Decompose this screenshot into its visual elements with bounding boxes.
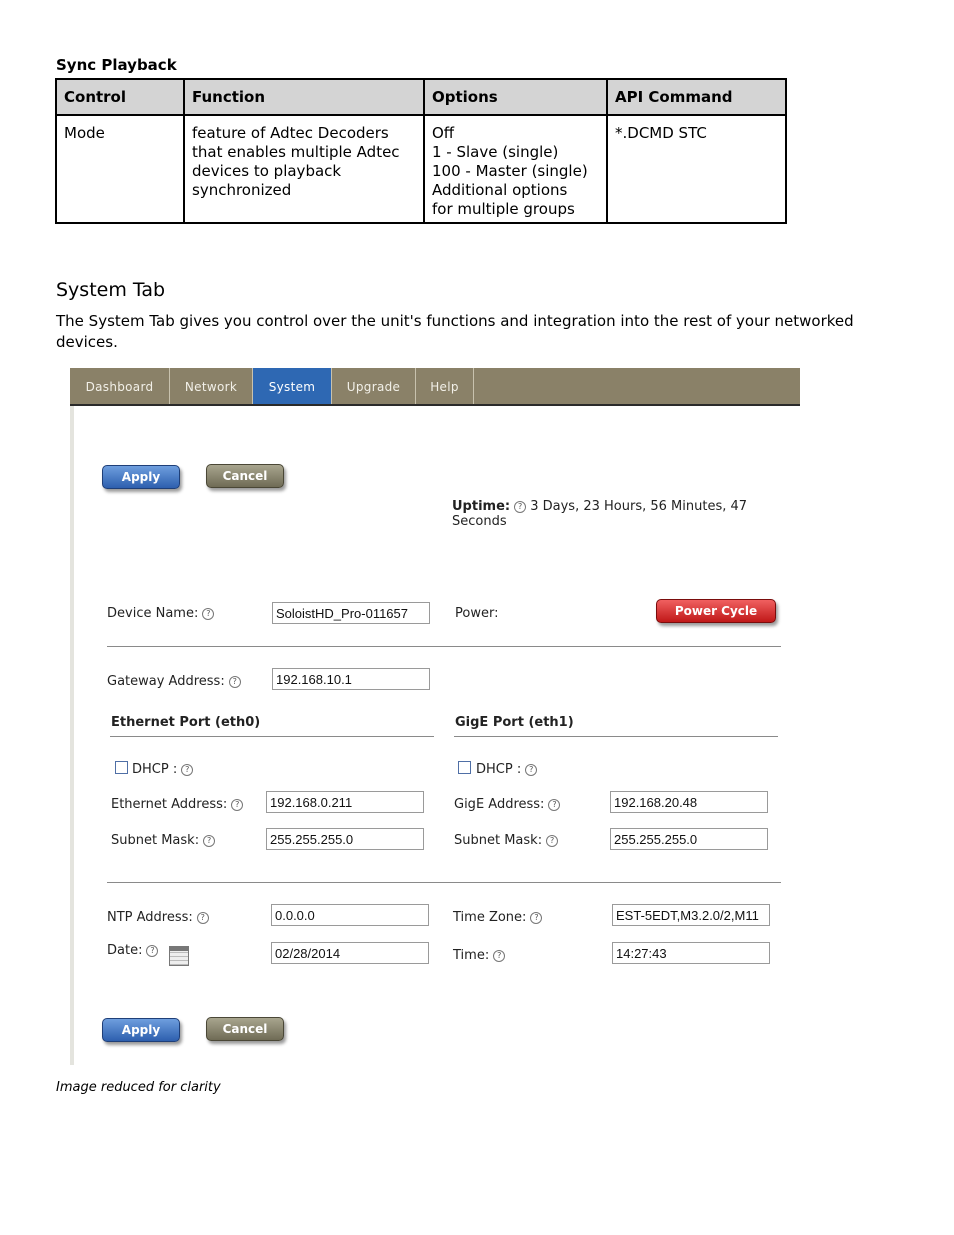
- option-line: for multiple groups: [432, 200, 575, 218]
- help-icon[interactable]: ?: [548, 799, 560, 811]
- uptime-row: [452, 499, 747, 514]
- option-line: 1 - Slave (single): [432, 143, 559, 161]
- timezone-label-row: [453, 910, 542, 925]
- gige-address-label-row: [454, 797, 560, 812]
- apply-button-bottom[interactable]: Apply: [102, 1018, 180, 1042]
- option-line: Additional options: [432, 181, 568, 199]
- tab-system[interactable]: System: [253, 368, 332, 404]
- tab-network[interactable]: Network: [170, 368, 253, 404]
- sync-playback-table: [55, 78, 787, 224]
- eth1-section-title: GigE Port (eth1): [455, 715, 574, 730]
- help-icon[interactable]: ?: [229, 676, 241, 688]
- gige-subnet-label-row: [454, 833, 558, 848]
- gige-address-input[interactable]: [610, 791, 768, 813]
- gige-subnet-label: Subnet Mask:: [454, 833, 543, 848]
- dhcp-label: DHCP :: [132, 762, 178, 777]
- cell-options: [424, 115, 607, 223]
- divider: [454, 736, 778, 737]
- sync-playback-title: Sync Playback: [56, 56, 177, 74]
- eth-address-label: Ethernet Address:: [111, 797, 228, 812]
- tab-bar: [70, 368, 800, 406]
- help-icon[interactable]: ?: [546, 835, 558, 847]
- cancel-button-bottom[interactable]: Cancel: [206, 1017, 284, 1041]
- eth0-dhcp-label-row: [132, 762, 193, 777]
- help-icon[interactable]: ?: [530, 912, 542, 924]
- date-label-row: [107, 943, 158, 958]
- date-label: Date:: [107, 943, 143, 958]
- time-label-row: [453, 948, 505, 963]
- gateway-label-row: [107, 674, 241, 689]
- power-label: Power:: [455, 606, 499, 621]
- help-icon[interactable]: ?: [525, 764, 537, 776]
- divider: [107, 646, 781, 647]
- gige-address-label: GigE Address:: [454, 797, 545, 812]
- tab-dashboard[interactable]: Dashboard: [70, 368, 170, 404]
- system-tab-heading: System Tab: [56, 279, 166, 301]
- eth-subnet-label: Subnet Mask:: [111, 833, 200, 848]
- apply-button[interactable]: Apply: [102, 465, 180, 489]
- option-line: 100 - Master (single): [432, 162, 588, 180]
- ntp-address-input[interactable]: [271, 904, 429, 926]
- tab-help[interactable]: Help: [416, 368, 474, 404]
- time-input[interactable]: [612, 942, 770, 964]
- eth-address-label-row: [111, 797, 243, 812]
- divider: [110, 736, 434, 737]
- cell-control: Mode: [56, 115, 184, 223]
- cancel-button[interactable]: Cancel: [206, 464, 284, 488]
- ethernet-address-input[interactable]: [266, 791, 424, 813]
- calendar-icon[interactable]: [169, 946, 189, 966]
- table-row: [56, 115, 786, 223]
- header-api-command: API Command: [607, 79, 786, 115]
- eth0-dhcp-checkbox[interactable]: [115, 761, 128, 774]
- eth1-dhcp-label-row: [476, 762, 537, 777]
- ntp-label-row: [107, 910, 209, 925]
- help-icon[interactable]: ?: [146, 945, 158, 957]
- image-caption: Image reduced for clarity: [56, 1080, 221, 1095]
- gateway-label: Gateway Address:: [107, 674, 225, 689]
- uptime-value-cont: Seconds: [452, 514, 507, 529]
- eth-subnet-label-row: [111, 833, 215, 848]
- ethernet-subnet-input[interactable]: [266, 828, 424, 850]
- header-function: Function: [184, 79, 424, 115]
- help-icon[interactable]: ?: [202, 608, 214, 620]
- eth0-section-title: Ethernet Port (eth0): [111, 715, 261, 730]
- power-cycle-button[interactable]: Power Cycle: [656, 599, 776, 623]
- date-input[interactable]: [271, 942, 429, 964]
- help-icon[interactable]: ?: [514, 501, 526, 513]
- dhcp-label: DHCP :: [476, 762, 522, 777]
- help-icon[interactable]: ?: [197, 912, 209, 924]
- ntp-label: NTP Address:: [107, 910, 193, 925]
- gige-subnet-input[interactable]: [610, 828, 768, 850]
- timezone-label: Time Zone:: [453, 910, 527, 925]
- cell-api-command: *.DCMD STC: [607, 115, 786, 223]
- device-name-input[interactable]: [272, 602, 430, 624]
- tab-upgrade[interactable]: Upgrade: [332, 368, 416, 404]
- device-name-label: Device Name:: [107, 606, 199, 621]
- eth1-dhcp-checkbox[interactable]: [458, 761, 471, 774]
- option-line: Off: [432, 124, 455, 142]
- cell-function: feature of Adtec Decoders that enables multiple Adtec devices to playback synchronized: [184, 115, 424, 223]
- device-name-label-row: [107, 606, 214, 621]
- time-label: Time:: [453, 948, 490, 963]
- uptime-value: 3 Days, 23 Hours, 56 Minutes, 47: [530, 499, 748, 514]
- help-icon[interactable]: ?: [493, 950, 505, 962]
- divider: [107, 882, 781, 883]
- system-tab-intro: The System Tab gives you control over the unit's functions and integration into the rest of your networked devices.: [56, 312, 854, 351]
- header-control: Control: [56, 79, 184, 115]
- help-icon[interactable]: ?: [181, 764, 193, 776]
- timezone-input[interactable]: [612, 904, 770, 926]
- help-icon[interactable]: ?: [231, 799, 243, 811]
- help-icon[interactable]: ?: [203, 835, 215, 847]
- gateway-address-input[interactable]: [272, 668, 430, 690]
- uptime-label: Uptime:: [452, 499, 511, 514]
- header-options: Options: [424, 79, 607, 115]
